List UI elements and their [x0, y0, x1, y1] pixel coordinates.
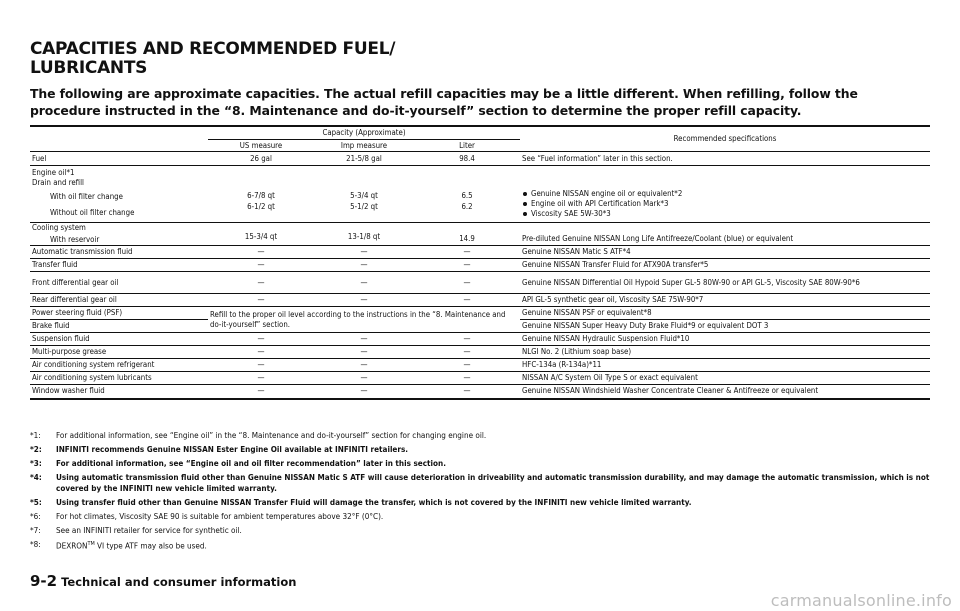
footnote: [30, 525, 930, 536]
cell-liter: —: [414, 272, 520, 294]
bullet-icon: [523, 212, 527, 216]
table-row: [30, 223, 930, 246]
table-row: [30, 294, 930, 307]
cell-spec: Genuine NISSAN Windshield Washer Concentrate Cleaner & Antifreeze or equivalent: [520, 385, 930, 399]
cell-imp: —: [314, 372, 414, 385]
refill-note-cell: Refill to the proper oil level according to the instructions in the “8. Maintenance and do-it-yourself” section.: [208, 307, 520, 333]
table-row: [30, 152, 930, 166]
cell-imp: [314, 166, 414, 223]
header-imp-measure: Imp measure: [314, 140, 414, 152]
header-us-measure: US measure: [208, 140, 314, 152]
spec-text: Viscosity SAE 5W-30*3: [531, 209, 611, 218]
cell-spec: [520, 166, 930, 223]
spec-text: Genuine NISSAN engine oil or equivalent*2: [531, 189, 683, 198]
cell-imp: —: [314, 333, 414, 346]
page-title: [30, 40, 395, 78]
cell-spec: NLGI No. 2 (Lithium soap base): [520, 346, 930, 359]
footnote: [30, 458, 930, 469]
cell-imp: —: [314, 294, 414, 307]
row-name-fuel: Fuel: [30, 152, 208, 166]
cooling-system-label: Cooling system: [32, 223, 86, 232]
footnote: [30, 472, 930, 494]
table-row: [30, 385, 930, 399]
cell-us: —: [208, 372, 314, 385]
engine-oil-without-liter: 6.2: [461, 202, 473, 211]
cell-us: —: [208, 359, 314, 372]
engine-oil-without-imp: 5-1/2 qt: [350, 202, 378, 211]
cell-us: —: [208, 346, 314, 359]
engine-oil-with-imp: 5-3/4 qt: [350, 191, 378, 200]
list-item: [522, 209, 928, 219]
cell-spec: Pre-diluted Genuine NISSAN Long Life Antifreeze/Coolant (blue) or equivalent: [520, 223, 930, 246]
footnote-text: For additional information, see “Engine oil” in the “8. Maintenance and do-it-yourself” section for changing engine oil.: [56, 430, 487, 440]
footnote-mark: *2:: [30, 444, 42, 454]
without-oil-filter-label: Without oil filter change: [50, 208, 135, 217]
cell-liter: —: [414, 259, 520, 272]
row-name-suspension: Suspension fluid: [30, 333, 208, 346]
cell-liter: —: [414, 294, 520, 307]
row-name-ac-lubricants: Air conditioning system lubricants: [30, 372, 208, 385]
cell-spec: Genuine NISSAN Hydraulic Suspension Fluid*10: [520, 333, 930, 346]
row-name-transfer: Transfer fluid: [30, 259, 208, 272]
cell-us: —: [208, 259, 314, 272]
with-reservoir-label: With reservoir: [50, 235, 100, 244]
cell-liter: —: [414, 346, 520, 359]
cell-us: [208, 166, 314, 223]
cell-us: —: [208, 246, 314, 259]
cell-us: —: [208, 294, 314, 307]
cell-us: 26 gal: [208, 152, 314, 166]
cell-imp: —: [314, 272, 414, 294]
engine-oil-without-us: 6-1/2 qt: [247, 202, 275, 211]
footnote-mark: *6:: [30, 511, 41, 521]
footnote-mark: *4:: [30, 472, 42, 482]
footnote-text: See an INFINITI retailer for service for synthetic oil.: [56, 525, 242, 535]
engine-oil-with-liter: 6.5: [461, 191, 473, 200]
cell-spec: Genuine NISSAN Transfer Fluid for ATX90A transfer*5: [520, 259, 930, 272]
row-name-grease: Multi-purpose grease: [30, 346, 208, 359]
page-title-line-2: LUBRICANTS: [30, 58, 148, 78]
cell-us: —: [208, 272, 314, 294]
cell-liter: —: [414, 385, 520, 399]
header-capacity-group: Capacity (Approximate): [208, 126, 520, 140]
footnote-text-dexron: DEXRON: [56, 540, 88, 551]
footnote-text: For hot climates, Viscosity SAE 90 is suitable for ambient temperatures above 32°F (0°C).: [56, 511, 384, 521]
cell-spec: Genuine NISSAN Differential Oil Hypoid Super GL-5 80W-90 or API GL-5, Viscosity SAE 80W-90*6: [520, 272, 930, 294]
row-name-psf: Power steering fluid (PSF): [30, 307, 208, 320]
cell-spec: API GL-5 synthetic gear oil, Viscosity SAE 75W-90*7: [520, 294, 930, 307]
row-name-cooling: [30, 223, 208, 246]
footnote-text: Using automatic transmission fluid other than Genuine NISSAN Matic S ATF will cause deterioration in driveability and automatic transmission durability, and may damage the automatic transmission, which is not covered by the INFINITI new vehicle limited warranty.: [56, 472, 930, 493]
cell-liter: —: [414, 372, 520, 385]
row-name-refrigerant: Air conditioning system refrigerant: [30, 359, 208, 372]
table-row: [30, 272, 930, 294]
watermark: carmanualsonline.info: [770, 591, 952, 610]
cell-liter: —: [414, 333, 520, 346]
page-number: 9-2: [30, 572, 58, 590]
row-name-engine-oil: [30, 166, 208, 223]
page-title-line-1: CAPACITIES AND RECOMMENDED FUEL/: [30, 39, 396, 59]
section-name: Technical and consumer information: [61, 575, 297, 589]
page-footer: [30, 571, 296, 590]
cell-imp: —: [314, 346, 414, 359]
engine-oil-label: Engine oil*1: [32, 168, 75, 177]
footnote-mark: *3:: [30, 458, 42, 468]
cell-liter: —: [414, 246, 520, 259]
table-row: [30, 307, 930, 320]
footnote: [30, 511, 930, 522]
cell-us: 15-3/4 qt: [208, 223, 314, 246]
intro-paragraph: The following are approximate capacities. The actual refill capacities may be a little different. When refilling, follow the procedure instructed in the “8. Maintenance and do-it-yourself” section to determine the proper refill capacity.: [30, 86, 858, 118]
cell-us: —: [208, 385, 314, 399]
table-row: [30, 333, 930, 346]
footnote-mark: *7:: [30, 525, 41, 535]
header-recommended-specifications: Recommended specifications: [520, 126, 930, 152]
row-name-front-diff: Front differential gear oil: [30, 272, 208, 294]
bullet-icon: [523, 202, 527, 206]
table-row: [30, 359, 930, 372]
cell-imp: 21-5/8 gal: [314, 152, 414, 166]
engine-oil-with-us: 6-7/8 qt: [247, 191, 275, 200]
cell-imp: —: [314, 259, 414, 272]
cell-spec: Genuine NISSAN PSF or equivalent*8: [520, 307, 930, 320]
row-name-rear-diff: Rear differential gear oil: [30, 294, 208, 307]
list-item: [522, 189, 928, 199]
row-name-brake: Brake fluid: [30, 320, 208, 333]
footnote-text: VI type ATF may also be used.: [94, 540, 207, 551]
cell-imp: —: [314, 246, 414, 259]
cell-liter: 14.9: [414, 223, 520, 246]
cell-spec: NISSAN A/C System Oil Type S or exact equivalent: [520, 372, 930, 385]
cell-spec: Genuine NISSAN Matic S ATF*4: [520, 246, 930, 259]
footnote: [30, 539, 930, 552]
bullet-icon: [523, 192, 527, 196]
footnote: [30, 430, 930, 441]
table-row: [30, 246, 930, 259]
cell-spec: See “Fuel information” later in this section.: [520, 152, 930, 166]
list-item: [522, 199, 928, 209]
engine-oil-spec-list: [522, 189, 928, 219]
cell-imp: 13-1/8 qt: [314, 223, 414, 246]
capacities-table: [30, 125, 930, 400]
table-row: [30, 372, 930, 385]
table-row: [30, 346, 930, 359]
with-oil-filter-label: With oil filter change: [50, 192, 123, 201]
drain-refill-label: Drain and refill: [32, 178, 84, 187]
footnote-text: For additional information, see “Engine oil and oil filter recommendation” later in this section.: [56, 458, 446, 468]
footnote-mark: *8:: [30, 539, 41, 549]
row-name-washer: Window washer fluid: [30, 385, 208, 399]
header-liter: Liter: [414, 140, 520, 152]
cell-imp: —: [314, 359, 414, 372]
cell-imp: —: [314, 385, 414, 399]
footnote-text: Using transfer fluid other than Genuine NISSAN Transfer Fluid will damage the transfer, which is not covered by the INFINITI new vehicle limited warranty.: [56, 497, 692, 507]
table-row: [30, 259, 930, 272]
trademark-sup: TM: [87, 541, 95, 547]
header-blank-2: [30, 140, 208, 152]
footnote: [30, 497, 930, 508]
table-row: [30, 166, 930, 223]
footnote-mark: *1:: [30, 430, 41, 440]
footnote-mark: *5:: [30, 497, 42, 507]
cell-spec: Genuine NISSAN Super Heavy Duty Brake Fluid*9 or equivalent DOT 3: [520, 320, 930, 333]
cell-liter: 98.4: [414, 152, 520, 166]
cell-liter: —: [414, 359, 520, 372]
header-blank: [30, 126, 208, 140]
footnotes-list: [30, 430, 930, 555]
footnote-text: INFINITI recommends Genuine NISSAN Ester Engine Oil available at INFINITI retailers.: [56, 444, 409, 454]
cell-us: —: [208, 333, 314, 346]
row-name-atf: Automatic transmission fluid: [30, 246, 208, 259]
cell-liter: [414, 166, 520, 223]
spec-text: Engine oil with API Certification Mark*3: [531, 199, 669, 208]
footnote: [30, 444, 930, 455]
cell-spec: HFC-134a (R-134a)*11: [520, 359, 930, 372]
